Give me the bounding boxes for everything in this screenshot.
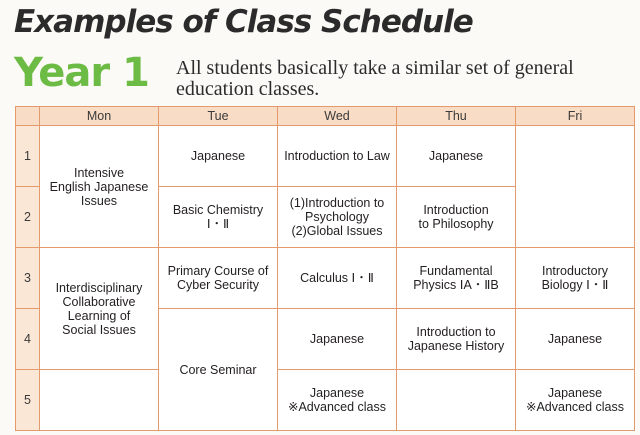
class-cell-wed-p2: (1)Introduction to Psychology (2)Global Issues [278, 187, 397, 248]
page-title: Examples of Class Schedule [14, 4, 473, 40]
period-row-1 [16, 126, 635, 187]
class-cell-thu-p5 [397, 370, 516, 431]
day-header-fri: Fri [516, 107, 635, 126]
day-header-thu: Thu [397, 107, 516, 126]
class-schedule-table [15, 106, 635, 431]
corner-cell [16, 107, 40, 126]
period-number-4: 4 [16, 309, 40, 370]
class-cell-fri-p4: Japanese [516, 309, 635, 370]
period-row-3 [16, 248, 635, 309]
year-description: All students basically take a similar set of general education classes. [176, 57, 574, 100]
class-cell-thu-p1: Japanese [397, 126, 516, 187]
class-cell-tue-p3: Primary Course of Cyber Security [159, 248, 278, 309]
class-cell-tue-p2: Basic Chemistry Ⅰ・Ⅱ [159, 187, 278, 248]
class-cell-mon-p1-2: Intensive English Japanese Issues [40, 126, 159, 248]
period-number-2: 2 [16, 187, 40, 248]
class-cell-tue-p4-5: Core Seminar [159, 309, 278, 431]
year-heading: Year 1 [14, 50, 149, 96]
class-cell-thu-p4: Introduction to Japanese History [397, 309, 516, 370]
day-header-mon: Mon [40, 107, 159, 126]
period-number-5: 5 [16, 370, 40, 431]
class-cell-wed-p3: Calculus Ⅰ・Ⅱ [278, 248, 397, 309]
day-header-wed: Wed [278, 107, 397, 126]
period-row-5 [16, 370, 635, 431]
day-header-tue: Tue [159, 107, 278, 126]
class-cell-tue-p1: Japanese [159, 126, 278, 187]
class-cell-mon-p3-4: Interdisciplinary Collaborative Learning of Social Issues [40, 248, 159, 370]
class-cell-wed-p1: Introduction to Law [278, 126, 397, 187]
period-number-1: 1 [16, 126, 40, 187]
class-cell-fri-p3: Introductory Biology Ⅰ・Ⅱ [516, 248, 635, 309]
class-cell-wed-p5: Japanese ※Advanced class [278, 370, 397, 431]
period-number-3: 3 [16, 248, 40, 309]
class-cell-fri-p5: Japanese ※Advanced class [516, 370, 635, 431]
class-cell-wed-p4: Japanese [278, 309, 397, 370]
day-header-row [16, 107, 635, 126]
class-cell-thu-p3: Fundamental Physics ⅠA・ⅡB [397, 248, 516, 309]
class-cell-fri-p1-2 [516, 126, 635, 248]
class-cell-mon-p5 [40, 370, 159, 431]
class-cell-thu-p2: Introduction to Philosophy [397, 187, 516, 248]
